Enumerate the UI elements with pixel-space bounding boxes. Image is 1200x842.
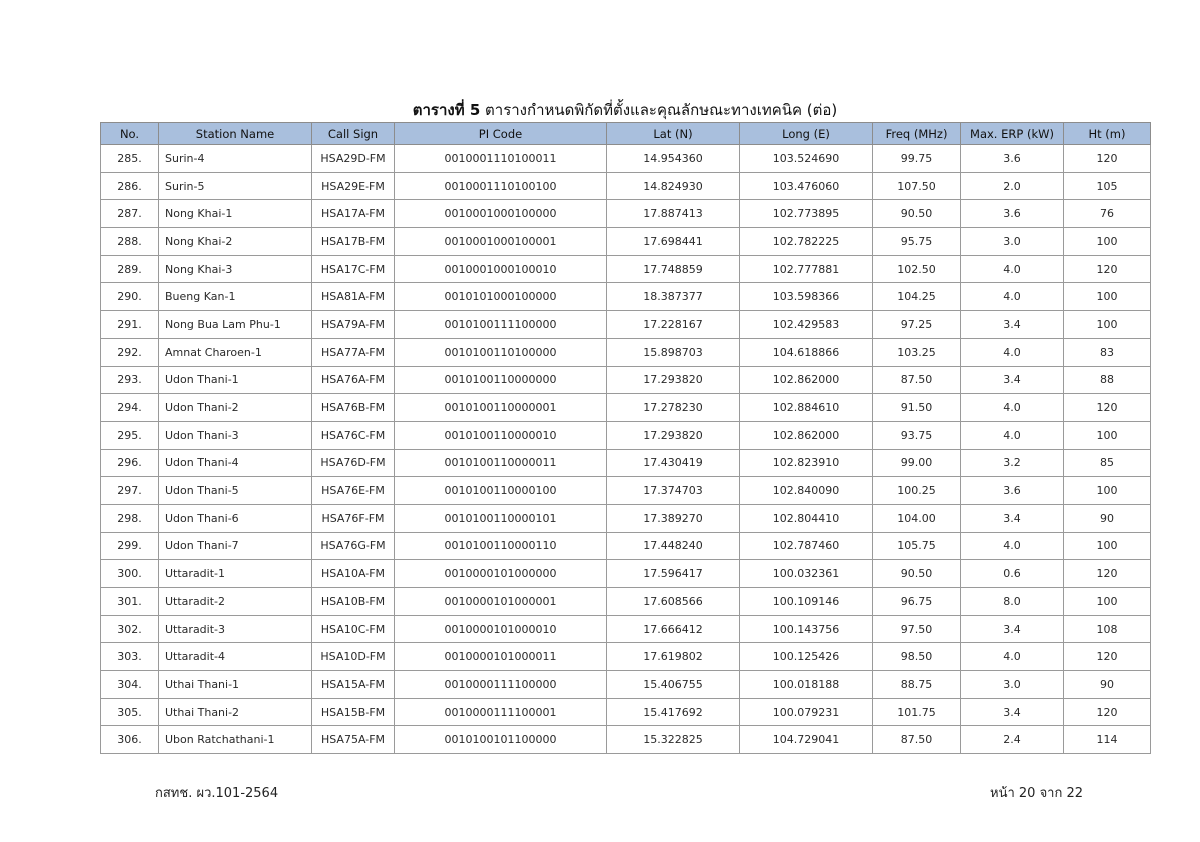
cell-call-sign: HSA76G-FM bbox=[312, 532, 395, 560]
cell-long: 102.782225 bbox=[740, 228, 873, 256]
cell-long: 100.079231 bbox=[740, 698, 873, 726]
column-header-call-sign: Call Sign bbox=[312, 123, 395, 145]
cell-no: 293. bbox=[101, 366, 159, 394]
cell-station-name: Udon Thani-1 bbox=[159, 366, 312, 394]
cell-lat: 17.748859 bbox=[607, 255, 740, 283]
cell-station-name: Udon Thani-3 bbox=[159, 421, 312, 449]
cell-no: 298. bbox=[101, 504, 159, 532]
cell-max-erp: 3.0 bbox=[961, 671, 1064, 699]
cell-freq: 100.25 bbox=[873, 477, 961, 505]
cell-call-sign: HSA17B-FM bbox=[312, 228, 395, 256]
cell-max-erp: 4.0 bbox=[961, 338, 1064, 366]
cell-pi-code: 0010100110100000 bbox=[395, 338, 607, 366]
cell-ht: 83 bbox=[1064, 338, 1151, 366]
cell-lat: 17.619802 bbox=[607, 643, 740, 671]
cell-freq: 102.50 bbox=[873, 255, 961, 283]
table-row bbox=[101, 615, 1151, 643]
cell-no: 303. bbox=[101, 643, 159, 671]
table-body bbox=[101, 145, 1151, 754]
table-row bbox=[101, 200, 1151, 228]
cell-lat: 14.824930 bbox=[607, 172, 740, 200]
cell-call-sign: HSA10D-FM bbox=[312, 643, 395, 671]
cell-ht: 100 bbox=[1064, 228, 1151, 256]
cell-lat: 17.293820 bbox=[607, 366, 740, 394]
cell-call-sign: HSA29E-FM bbox=[312, 172, 395, 200]
table-row bbox=[101, 255, 1151, 283]
cell-station-name: Bueng Kan-1 bbox=[159, 283, 312, 311]
cell-freq: 101.75 bbox=[873, 698, 961, 726]
cell-lat: 17.608566 bbox=[607, 588, 740, 616]
cell-no: 296. bbox=[101, 449, 159, 477]
cell-lat: 17.389270 bbox=[607, 504, 740, 532]
cell-station-name: Nong Khai-2 bbox=[159, 228, 312, 256]
cell-max-erp: 3.6 bbox=[961, 145, 1064, 173]
cell-no: 295. bbox=[101, 421, 159, 449]
cell-freq: 99.75 bbox=[873, 145, 961, 173]
cell-pi-code: 0010000111100001 bbox=[395, 698, 607, 726]
cell-freq: 90.50 bbox=[873, 560, 961, 588]
cell-long: 100.109146 bbox=[740, 588, 873, 616]
cell-ht: 100 bbox=[1064, 532, 1151, 560]
column-header-no: No. bbox=[101, 123, 159, 145]
cell-freq: 95.75 bbox=[873, 228, 961, 256]
cell-pi-code: 0010000101000001 bbox=[395, 588, 607, 616]
cell-call-sign: HSA76E-FM bbox=[312, 477, 395, 505]
cell-lat: 15.406755 bbox=[607, 671, 740, 699]
cell-max-erp: 3.6 bbox=[961, 477, 1064, 505]
cell-call-sign: HSA76A-FM bbox=[312, 366, 395, 394]
cell-ht: 100 bbox=[1064, 421, 1151, 449]
cell-lat: 17.698441 bbox=[607, 228, 740, 256]
cell-lat: 18.387377 bbox=[607, 283, 740, 311]
column-header-ht: Ht (m) bbox=[1064, 123, 1151, 145]
cell-max-erp: 0.6 bbox=[961, 560, 1064, 588]
cell-call-sign: HSA81A-FM bbox=[312, 283, 395, 311]
cell-no: 294. bbox=[101, 394, 159, 422]
cell-lat: 17.278230 bbox=[607, 394, 740, 422]
cell-long: 102.840090 bbox=[740, 477, 873, 505]
cell-station-name: Udon Thani-5 bbox=[159, 477, 312, 505]
cell-ht: 90 bbox=[1064, 504, 1151, 532]
cell-pi-code: 0010100110000101 bbox=[395, 504, 607, 532]
table-row bbox=[101, 311, 1151, 339]
cell-ht: 100 bbox=[1064, 477, 1151, 505]
table-row bbox=[101, 338, 1151, 366]
cell-lat: 17.666412 bbox=[607, 615, 740, 643]
cell-freq: 88.75 bbox=[873, 671, 961, 699]
cell-call-sign: HSA76D-FM bbox=[312, 449, 395, 477]
column-header-station-name: Station Name bbox=[159, 123, 312, 145]
cell-station-name: Nong Bua Lam Phu-1 bbox=[159, 311, 312, 339]
cell-long: 102.777881 bbox=[740, 255, 873, 283]
cell-long: 100.018188 bbox=[740, 671, 873, 699]
footer-document-id: กสทช. ผว.101-2564 bbox=[155, 786, 279, 801]
cell-call-sign: HSA10A-FM bbox=[312, 560, 395, 588]
cell-lat: 17.374703 bbox=[607, 477, 740, 505]
cell-station-name: Udon Thani-2 bbox=[159, 394, 312, 422]
cell-lat: 17.448240 bbox=[607, 532, 740, 560]
cell-pi-code: 0010100101100000 bbox=[395, 726, 607, 754]
cell-freq: 104.00 bbox=[873, 504, 961, 532]
cell-pi-code: 0010100110000011 bbox=[395, 449, 607, 477]
cell-no: 291. bbox=[101, 311, 159, 339]
table-row bbox=[101, 726, 1151, 754]
cell-long: 102.823910 bbox=[740, 449, 873, 477]
cell-pi-code: 0010100110000100 bbox=[395, 477, 607, 505]
cell-long: 103.524690 bbox=[740, 145, 873, 173]
table-header-row bbox=[101, 123, 1151, 145]
cell-long: 102.804410 bbox=[740, 504, 873, 532]
cell-pi-code: 0010000101000000 bbox=[395, 560, 607, 588]
cell-station-name: Surin-4 bbox=[159, 145, 312, 173]
cell-max-erp: 4.0 bbox=[961, 394, 1064, 422]
cell-ht: 100 bbox=[1064, 588, 1151, 616]
cell-station-name: Nong Khai-1 bbox=[159, 200, 312, 228]
table-row bbox=[101, 698, 1151, 726]
cell-long: 100.032361 bbox=[740, 560, 873, 588]
cell-freq: 105.75 bbox=[873, 532, 961, 560]
cell-long: 104.618866 bbox=[740, 338, 873, 366]
cell-no: 297. bbox=[101, 477, 159, 505]
table-row bbox=[101, 532, 1151, 560]
cell-pi-code: 0010001000100010 bbox=[395, 255, 607, 283]
cell-freq: 96.75 bbox=[873, 588, 961, 616]
cell-freq: 87.50 bbox=[873, 366, 961, 394]
table-row bbox=[101, 643, 1151, 671]
cell-lat: 17.596417 bbox=[607, 560, 740, 588]
column-header-lat: Lat (N) bbox=[607, 123, 740, 145]
cell-no: 299. bbox=[101, 532, 159, 560]
cell-ht: 120 bbox=[1064, 643, 1151, 671]
cell-pi-code: 0010100110000010 bbox=[395, 421, 607, 449]
cell-ht: 114 bbox=[1064, 726, 1151, 754]
cell-pi-code: 0010001000100001 bbox=[395, 228, 607, 256]
cell-ht: 120 bbox=[1064, 394, 1151, 422]
cell-lat: 17.887413 bbox=[607, 200, 740, 228]
cell-max-erp: 3.2 bbox=[961, 449, 1064, 477]
column-header-max-erp: Max. ERP (kW) bbox=[961, 123, 1064, 145]
cell-freq: 104.25 bbox=[873, 283, 961, 311]
table-row bbox=[101, 504, 1151, 532]
cell-lat: 15.322825 bbox=[607, 726, 740, 754]
cell-ht: 120 bbox=[1064, 560, 1151, 588]
cell-call-sign: HSA15B-FM bbox=[312, 698, 395, 726]
cell-max-erp: 2.0 bbox=[961, 172, 1064, 200]
cell-no: 290. bbox=[101, 283, 159, 311]
cell-long: 103.476060 bbox=[740, 172, 873, 200]
cell-freq: 91.50 bbox=[873, 394, 961, 422]
cell-ht: 120 bbox=[1064, 698, 1151, 726]
cell-station-name: Uttaradit-4 bbox=[159, 643, 312, 671]
cell-freq: 99.00 bbox=[873, 449, 961, 477]
cell-pi-code: 0010001110100100 bbox=[395, 172, 607, 200]
cell-lat: 14.954360 bbox=[607, 145, 740, 173]
cell-pi-code: 0010000101000010 bbox=[395, 615, 607, 643]
table-row bbox=[101, 228, 1151, 256]
cell-long: 102.787460 bbox=[740, 532, 873, 560]
cell-no: 305. bbox=[101, 698, 159, 726]
column-header-freq: Freq (MHz) bbox=[873, 123, 961, 145]
cell-lat: 17.228167 bbox=[607, 311, 740, 339]
cell-station-name: Udon Thani-6 bbox=[159, 504, 312, 532]
cell-call-sign: HSA75A-FM bbox=[312, 726, 395, 754]
cell-no: 287. bbox=[101, 200, 159, 228]
cell-pi-code: 0010100110000001 bbox=[395, 394, 607, 422]
cell-max-erp: 8.0 bbox=[961, 588, 1064, 616]
cell-max-erp: 4.0 bbox=[961, 532, 1064, 560]
table-row bbox=[101, 588, 1151, 616]
cell-freq: 97.50 bbox=[873, 615, 961, 643]
cell-long: 100.143756 bbox=[740, 615, 873, 643]
cell-ht: 100 bbox=[1064, 311, 1151, 339]
cell-ht: 85 bbox=[1064, 449, 1151, 477]
cell-station-name: Ubon Ratchathani-1 bbox=[159, 726, 312, 754]
cell-long: 102.862000 bbox=[740, 366, 873, 394]
cell-freq: 98.50 bbox=[873, 643, 961, 671]
cell-ht: 120 bbox=[1064, 145, 1151, 173]
column-header-pi-code: PI Code bbox=[395, 123, 607, 145]
table-row bbox=[101, 421, 1151, 449]
cell-long: 104.729041 bbox=[740, 726, 873, 754]
cell-long: 103.598366 bbox=[740, 283, 873, 311]
cell-long: 102.884610 bbox=[740, 394, 873, 422]
cell-no: 302. bbox=[101, 615, 159, 643]
cell-no: 306. bbox=[101, 726, 159, 754]
table-row bbox=[101, 283, 1151, 311]
table-row bbox=[101, 671, 1151, 699]
cell-call-sign: HSA77A-FM bbox=[312, 338, 395, 366]
cell-ht: 90 bbox=[1064, 671, 1151, 699]
table-caption bbox=[0, 98, 1200, 122]
cell-pi-code: 0010100110000110 bbox=[395, 532, 607, 560]
cell-max-erp: 3.0 bbox=[961, 228, 1064, 256]
cell-call-sign: HSA76F-FM bbox=[312, 504, 395, 532]
cell-station-name: Uttaradit-2 bbox=[159, 588, 312, 616]
cell-long: 102.773895 bbox=[740, 200, 873, 228]
cell-station-name: Udon Thani-4 bbox=[159, 449, 312, 477]
cell-max-erp: 3.4 bbox=[961, 698, 1064, 726]
cell-freq: 103.25 bbox=[873, 338, 961, 366]
table-caption-text: ตารางกำหนดพิกัดที่ตั้งและคุณลักษณะทางเทคนิค (ต่อ) bbox=[480, 101, 838, 119]
cell-no: 292. bbox=[101, 338, 159, 366]
cell-max-erp: 2.4 bbox=[961, 726, 1064, 754]
cell-station-name: Surin-5 bbox=[159, 172, 312, 200]
cell-freq: 97.25 bbox=[873, 311, 961, 339]
cell-lat: 15.417692 bbox=[607, 698, 740, 726]
cell-long: 102.862000 bbox=[740, 421, 873, 449]
table-row bbox=[101, 394, 1151, 422]
cell-freq: 90.50 bbox=[873, 200, 961, 228]
cell-lat: 15.898703 bbox=[607, 338, 740, 366]
cell-station-name: Udon Thani-7 bbox=[159, 532, 312, 560]
cell-call-sign: HSA79A-FM bbox=[312, 311, 395, 339]
table-row bbox=[101, 477, 1151, 505]
cell-max-erp: 3.4 bbox=[961, 504, 1064, 532]
cell-call-sign: HSA15A-FM bbox=[312, 671, 395, 699]
cell-ht: 108 bbox=[1064, 615, 1151, 643]
cell-max-erp: 3.6 bbox=[961, 200, 1064, 228]
cell-ht: 100 bbox=[1064, 283, 1151, 311]
cell-long: 102.429583 bbox=[740, 311, 873, 339]
cell-pi-code: 0010101000100000 bbox=[395, 283, 607, 311]
cell-max-erp: 3.4 bbox=[961, 311, 1064, 339]
cell-pi-code: 0010000101000011 bbox=[395, 643, 607, 671]
cell-no: 304. bbox=[101, 671, 159, 699]
table-row bbox=[101, 449, 1151, 477]
cell-max-erp: 3.4 bbox=[961, 615, 1064, 643]
cell-max-erp: 4.0 bbox=[961, 255, 1064, 283]
cell-ht: 88 bbox=[1064, 366, 1151, 394]
cell-pi-code: 0010001110100011 bbox=[395, 145, 607, 173]
cell-station-name: Amnat Charoen-1 bbox=[159, 338, 312, 366]
stations-table bbox=[100, 122, 1151, 754]
cell-station-name: Uthai Thani-2 bbox=[159, 698, 312, 726]
cell-max-erp: 4.0 bbox=[961, 283, 1064, 311]
cell-call-sign: HSA17C-FM bbox=[312, 255, 395, 283]
cell-pi-code: 0010001000100000 bbox=[395, 200, 607, 228]
cell-max-erp: 4.0 bbox=[961, 643, 1064, 671]
cell-max-erp: 3.4 bbox=[961, 366, 1064, 394]
cell-ht: 76 bbox=[1064, 200, 1151, 228]
cell-pi-code: 0010000111100000 bbox=[395, 671, 607, 699]
footer-page-number: หน้า 20 จาก 22 bbox=[990, 786, 1084, 801]
cell-lat: 17.430419 bbox=[607, 449, 740, 477]
cell-ht: 105 bbox=[1064, 172, 1151, 200]
cell-long: 100.125426 bbox=[740, 643, 873, 671]
cell-call-sign: HSA10C-FM bbox=[312, 615, 395, 643]
cell-call-sign: HSA76C-FM bbox=[312, 421, 395, 449]
table-row bbox=[101, 366, 1151, 394]
table-row bbox=[101, 560, 1151, 588]
cell-max-erp: 4.0 bbox=[961, 421, 1064, 449]
table-caption-number: ตารางที่ 5 bbox=[412, 101, 481, 119]
cell-station-name: Nong Khai-3 bbox=[159, 255, 312, 283]
cell-freq: 87.50 bbox=[873, 726, 961, 754]
cell-call-sign: HSA17A-FM bbox=[312, 200, 395, 228]
column-header-long: Long (E) bbox=[740, 123, 873, 145]
cell-no: 285. bbox=[101, 145, 159, 173]
cell-no: 289. bbox=[101, 255, 159, 283]
table-row bbox=[101, 145, 1151, 173]
cell-station-name: Uttaradit-3 bbox=[159, 615, 312, 643]
table-row bbox=[101, 172, 1151, 200]
cell-call-sign: HSA29D-FM bbox=[312, 145, 395, 173]
cell-station-name: Uthai Thani-1 bbox=[159, 671, 312, 699]
cell-lat: 17.293820 bbox=[607, 421, 740, 449]
cell-pi-code: 0010100110000000 bbox=[395, 366, 607, 394]
cell-pi-code: 0010100111100000 bbox=[395, 311, 607, 339]
cell-no: 300. bbox=[101, 560, 159, 588]
cell-no: 301. bbox=[101, 588, 159, 616]
cell-call-sign: HSA76B-FM bbox=[312, 394, 395, 422]
cell-no: 288. bbox=[101, 228, 159, 256]
cell-no: 286. bbox=[101, 172, 159, 200]
cell-freq: 93.75 bbox=[873, 421, 961, 449]
cell-freq: 107.50 bbox=[873, 172, 961, 200]
cell-ht: 120 bbox=[1064, 255, 1151, 283]
cell-station-name: Uttaradit-1 bbox=[159, 560, 312, 588]
cell-call-sign: HSA10B-FM bbox=[312, 588, 395, 616]
